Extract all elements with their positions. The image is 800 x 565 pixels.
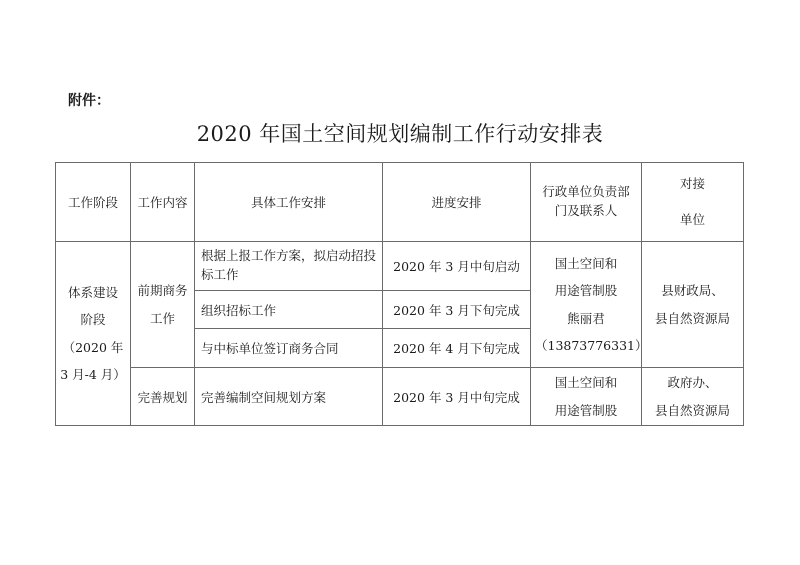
table-row [56,368,744,426]
header-arrangement: 具体工作安排 [195,163,383,242]
counterpart-group2 [642,368,744,426]
header-content: 工作内容 [131,163,195,242]
arrangement-cell: 根据上报工作方案，拟启动招投标工作 [195,242,383,291]
stage-line1: 体系建设 [67,284,118,300]
header-dept-line1: 行政单位负责部 [542,184,630,200]
progress-cell: 2020 年 3 月下旬完成 [383,291,531,329]
counterpart-group1-line2: 县自然资源局 [654,310,730,326]
header-counterpart [642,163,744,242]
header-progress: 进度安排 [383,163,531,242]
content-preliminary [131,242,195,368]
dept-group2-line1: 国土空间和 [554,375,618,390]
attachment-label: 附件： [68,93,110,109]
counterpart-group1-line1: 县财政局、 [661,283,724,298]
counterpart-group2-line1: 政府办、 [667,375,718,390]
dept-group2-line2: 用途管制股 [554,402,618,418]
dept-group1 [531,242,648,368]
dept-group1-phone: （13873776331） [535,338,648,353]
stage-line3: （2020 年 [62,339,124,355]
content-preliminary-line2: 工作 [149,310,175,326]
progress-cell: 2020 年 3 月中旬启动 [383,242,531,291]
schedule-table [55,162,744,426]
dept-group2 [531,368,642,426]
arrangement-cell: 组织招标工作 [195,291,383,329]
document-title: 2020 年国土空间规划编制工作行动安排表 [196,122,604,146]
content-improve: 完善规划 [131,368,195,426]
stage-line4: 3 月-4 月） [60,367,126,382]
dept-group1-line1: 国土空间和 [554,255,618,271]
dept-group1-contact: 熊丽君 [567,310,605,326]
stage-line2: 阶段 [80,312,106,327]
content-preliminary-line1: 前期商务 [137,283,188,298]
progress-cell: 2020 年 4 月下旬完成 [383,329,531,368]
progress-cell: 2020 年 3 月中旬完成 [383,368,531,426]
header-dept [531,163,642,242]
arrangement-cell: 与中标单位签订商务合同 [195,329,383,368]
header-dept-line2: 门及联系人 [554,203,618,218]
dept-group1-line2: 用途管制股 [554,283,618,298]
stage-cell [56,242,131,426]
header-stage: 工作阶段 [56,163,131,242]
header-counterpart-line2: 单位 [679,212,705,227]
arrangement-cell: 完善编制空间规划方案 [195,368,383,426]
counterpart-group1 [642,242,744,368]
table-header-row [56,163,744,242]
table-row [56,242,744,291]
counterpart-group2-line2: 县自然资源局 [654,402,730,418]
header-counterpart-line1: 对接 [679,175,705,191]
